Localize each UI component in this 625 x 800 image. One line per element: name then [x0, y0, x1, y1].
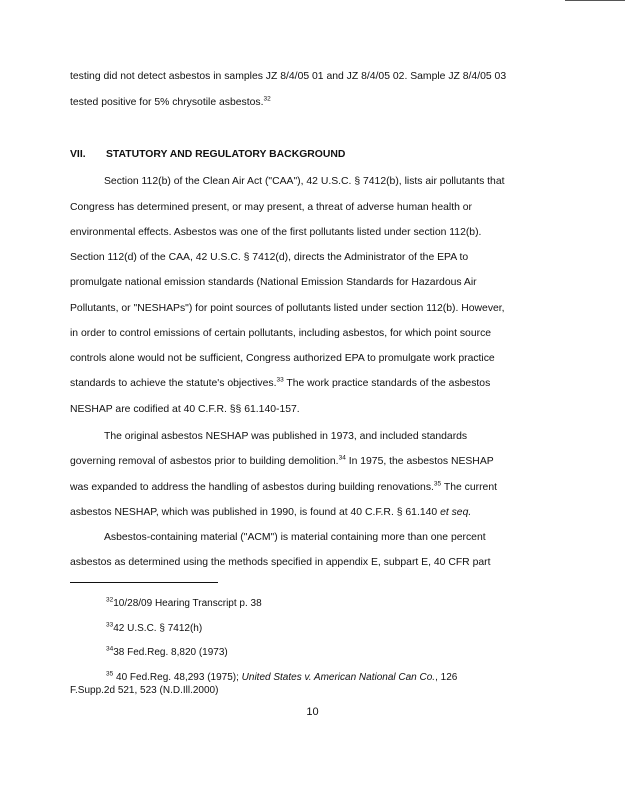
footnote-ref-33: 33 — [276, 376, 284, 384]
footnote-32: $^{32}$10/28/09 Hearing Transcript p. 38 — [106, 596, 262, 609]
para1-line-9: standards to achieve the statute's objectives.$^{33}$ The work practice standards of the asbestos — [70, 376, 491, 389]
para1-line-5: promulgate national emission standards (National Emission Standards for Hazardous Air — [70, 277, 477, 288]
para1-line-1: Section 112(b) of the Clean Air Act ("CAA"), 42 U.S.C. § 7412(b), lists air pollutants that — [104, 176, 505, 187]
section-number: VII. — [70, 149, 86, 160]
footnote-ref-35: 35 — [433, 480, 442, 488]
para2-line-4: asbestos NESHAP, which was published in 1990, is found at 40 C.F.R. § 61.140 et seq. — [70, 507, 472, 518]
para1-line-6: Pollutants, or "NESHAPs") for point sources of pollutants listed under section 112(b). However, — [70, 303, 505, 314]
para1-line-8: controls alone would not be sufficient, Congress authorized EPA to promulgate work practice — [70, 353, 495, 364]
footnote-ref-34: 34 — [338, 454, 346, 462]
footnote-33: $^{33}$42 U.S.C. § 7412(h) — [106, 621, 203, 634]
intro-line-2: tested positive for 5% chrysotile asbestos.$^{32}$ — [70, 95, 271, 108]
para1-line-10: NESHAP are codified at 40 C.F.R. §§ 61.140-157. — [70, 404, 300, 415]
para2-line-1: The original asbestos NESHAP was published in 1973, and included standards — [104, 431, 468, 442]
para1-line-2: Congress has determined present, or may present, a threat of adverse human health or — [70, 202, 472, 213]
para1-line-7: in order to control emissions of certain pollutants, including asbestos, for which point source — [70, 328, 492, 339]
section-heading — [70, 149, 345, 160]
para1-line-3: environmental effects. Asbestos was one of the first pollutants listed under section 112(b). — [70, 227, 482, 238]
footnote-34: $^{34}$38 Fed.Reg. 8,820 (1973) — [106, 645, 228, 658]
footnote-ref-32: 32 — [263, 95, 271, 103]
scan-edge-mark — [565, 0, 625, 4]
para2-line-3: was expanded to address the handling of asbestos during building renovations.$^{35}$ The current — [70, 480, 497, 493]
section-title: STATUTORY AND REGULATORY BACKGROUND — [106, 149, 346, 160]
page-number: 10 — [306, 706, 319, 718]
footnote-separator — [70, 582, 218, 583]
para1-line-4: Section 112(d) of the CAA, 42 U.S.C. § 7412(d), directs the Administrator of the EPA to — [70, 252, 469, 263]
para2-line-2: governing removal of asbestos prior to building demolition.$^{34}$ In 1975, the asbestos NESHAP — [70, 454, 494, 467]
intro-line-1: testing did not detect asbestos in samples JZ 8/4/05 01 and JZ 8/4/05 02. Sample JZ 8/4/05 03 — [70, 71, 507, 82]
para3-line-2: asbestos as determined using the methods specified in appendix E, subpart E, 40 CFR part — [70, 557, 491, 568]
para3-line-1: Asbestos-containing material ("ACM") is material containing more than one percent — [104, 532, 486, 543]
footnote-35: $^{35}$ 40 Fed.Reg. 48,293 (1975); United States v. American National Can Co., 126 — [106, 670, 458, 683]
footnote-35-line-2: F.Supp.2d 521, 523 (N.D.Ill.2000) — [70, 685, 219, 696]
